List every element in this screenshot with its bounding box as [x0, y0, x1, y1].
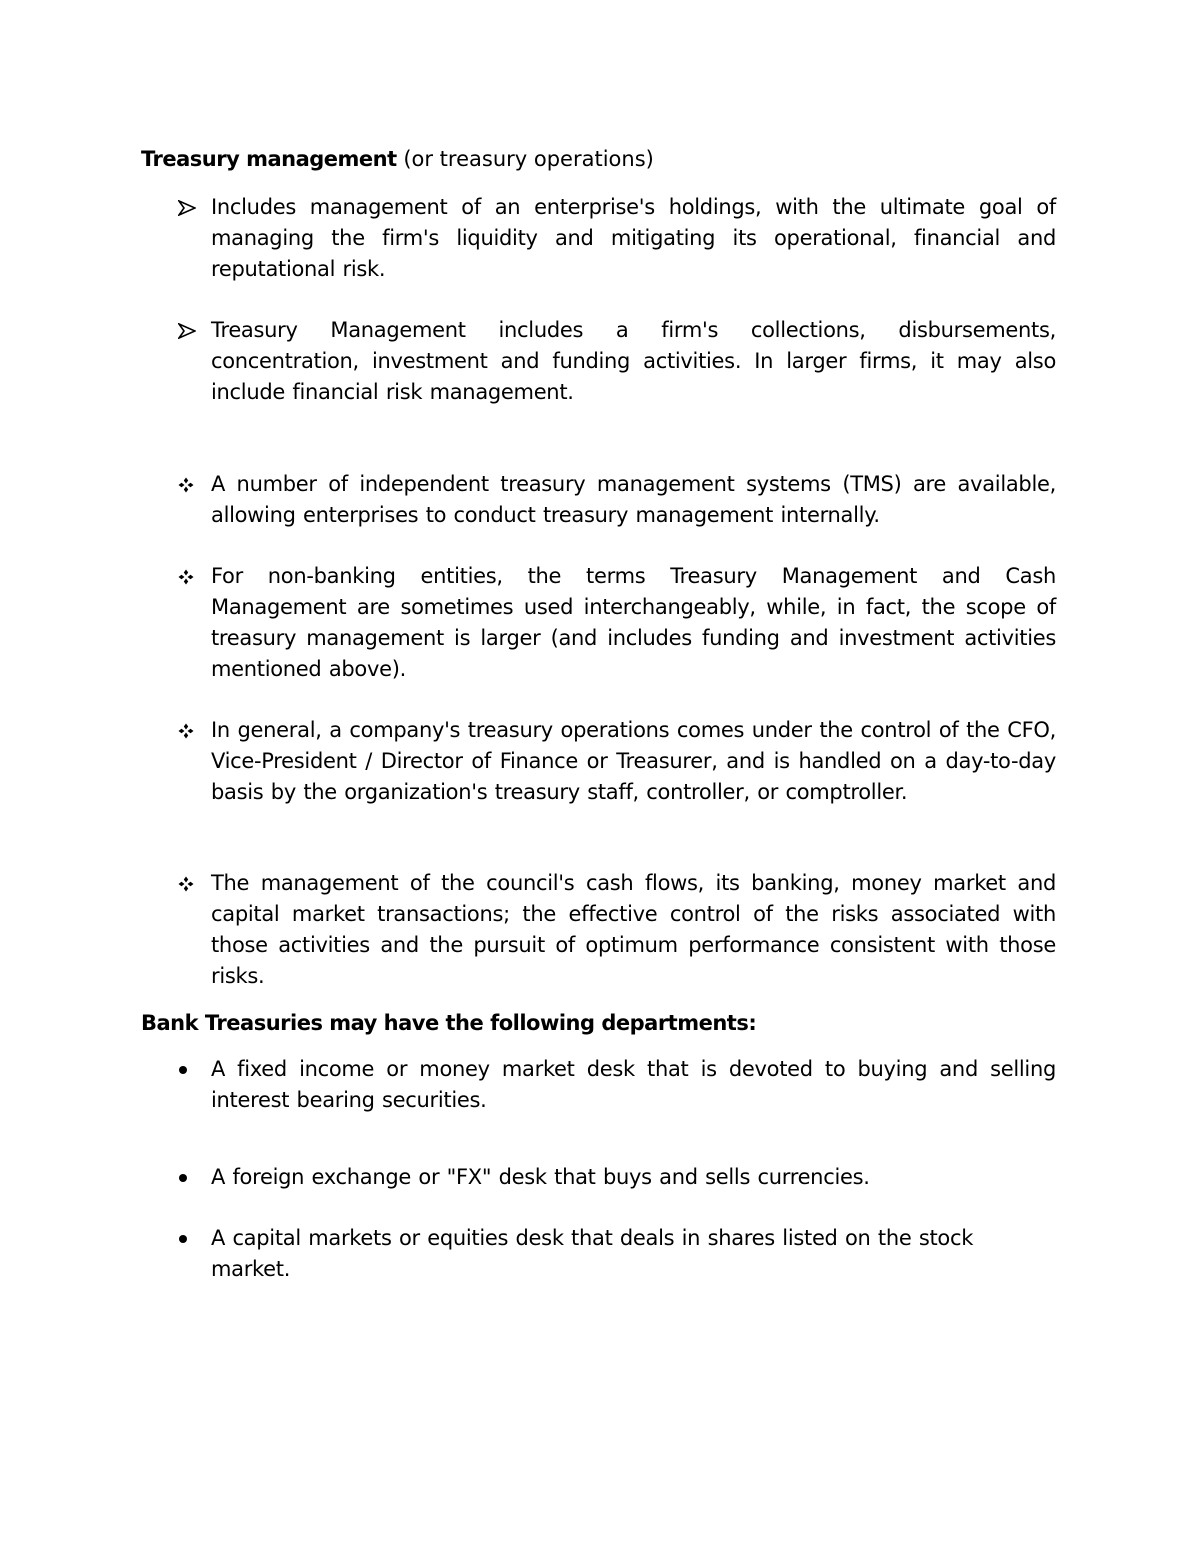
- round-bullet-icon: [178, 1054, 208, 1085]
- list-item-department-2: [178, 1162, 1056, 1193]
- list-item-text: A number of independent treasury management systems (TMS) are available, allowing enterprises to conduct treasury management internally.: [211, 472, 1056, 527]
- round-bullet-icon: [178, 1223, 208, 1254]
- arrow-bullet-icon: [178, 315, 208, 346]
- list-item-text: For non-banking entities, the terms Treasury Management and Cash Management are sometimes used interchangeably, while, in fact, the scope of treasury management is larger (and includes funding and investment activities mentioned above).: [211, 564, 1056, 681]
- list-item-diamond-4: [178, 868, 1056, 992]
- list-item-text: A capital markets or equities desk that deals in shares listed on the stock market.: [211, 1226, 974, 1281]
- list-item-department-3: [178, 1223, 1056, 1285]
- list-item-text: A foreign exchange or "FX" desk that buys and sells currencies.: [211, 1165, 870, 1189]
- list-item-text: Includes management of an enterprise's holdings, with the ultimate goal of managing the firm's liquidity and mitigating its operational, financial and reputational risk.: [211, 195, 1056, 281]
- list-item-text: A fixed income or money market desk that is devoted to buying and selling interest bearing securities.: [211, 1057, 1056, 1112]
- diamond-bullet-icon: [178, 561, 208, 592]
- list-item-diamond-1: [178, 469, 1056, 531]
- departments-heading: Bank Treasuries may have the following departments:: [141, 1011, 757, 1035]
- list-item-text: In general, a company's treasury operations comes under the control of the CFO, Vice-President / Director of Finance or Treasurer, and is handled on a day-to-day basis by the organization's treasury staff, controller, or comptroller.: [211, 718, 1056, 804]
- list-item-department-1: [178, 1054, 1056, 1116]
- round-bullet-icon: [178, 1162, 208, 1193]
- diamond-bullet-icon: [178, 715, 208, 746]
- document-title: [141, 144, 654, 175]
- list-item-text: The management of the council's cash flows, its banking, money market and capital market transactions; the effective control of the risks associated with those activities and the pursuit of optimum performance consistent with those risks.: [211, 871, 1056, 988]
- list-item-diamond-2: [178, 561, 1056, 685]
- arrow-bullet-icon: [178, 192, 208, 223]
- list-item-arrow-2: [178, 315, 1056, 408]
- title-rest-text: (or treasury operations): [396, 147, 654, 171]
- diamond-bullet-icon: [178, 469, 208, 500]
- title-bold-text: Treasury management: [141, 147, 397, 171]
- list-item-diamond-3: [178, 715, 1056, 808]
- list-item-arrow-1: [178, 192, 1056, 285]
- diamond-bullet-icon: [178, 868, 208, 899]
- list-item-text: Treasury Management includes a firm's collections, disbursements, concentration, investment and funding activities. In larger firms, it may also include financial risk management.: [211, 318, 1056, 404]
